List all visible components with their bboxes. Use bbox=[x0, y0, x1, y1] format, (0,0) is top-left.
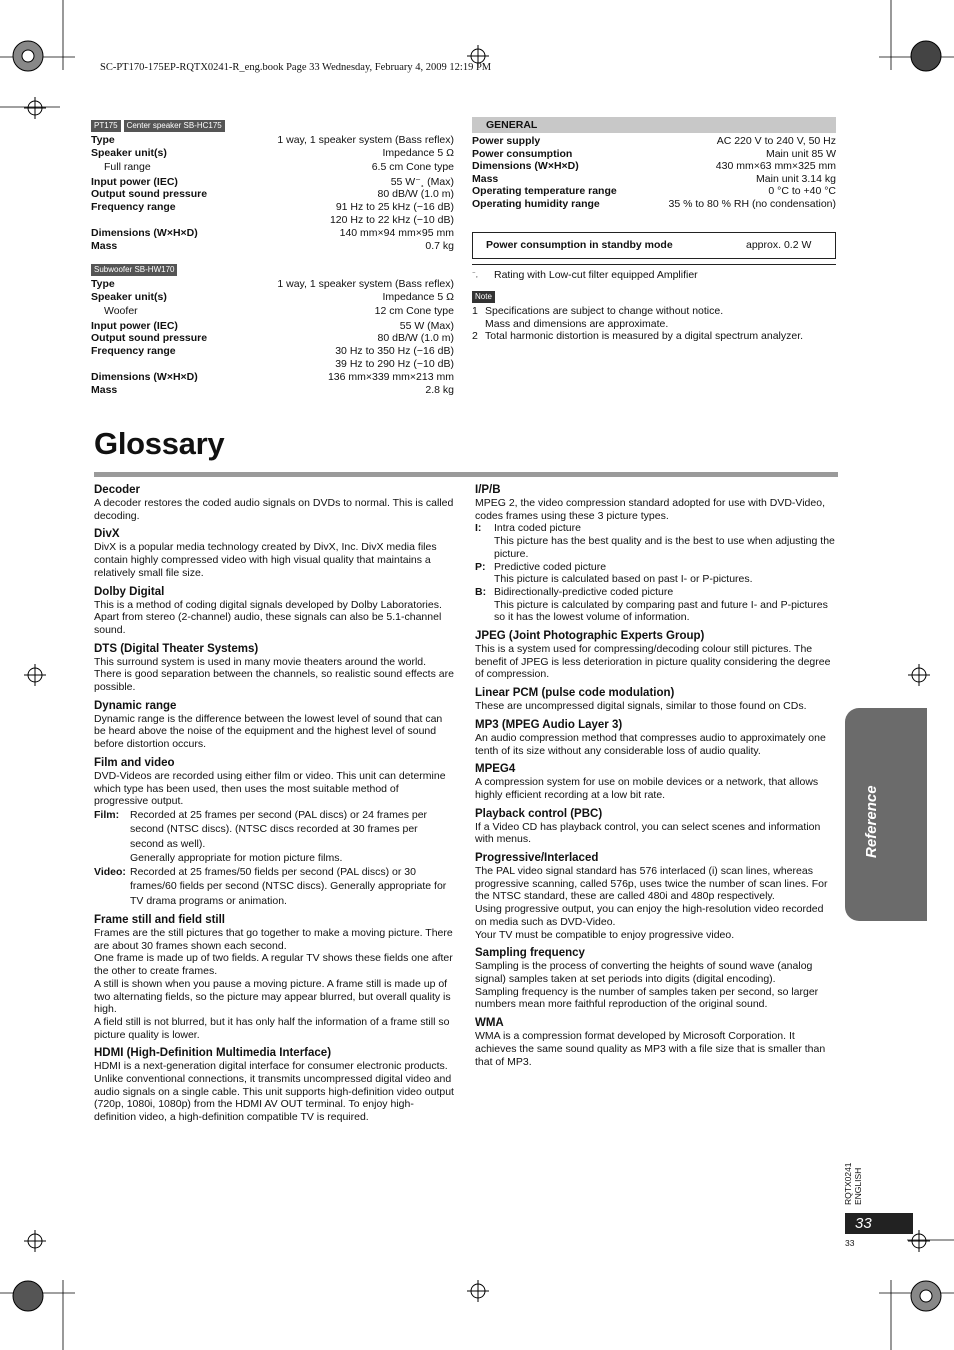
glossary-definition: A compression system for use on mobile devices or a network, that allows highly efficient recording at a low bit rate. bbox=[475, 776, 819, 801]
definition-item bbox=[94, 808, 454, 865]
spec-row bbox=[91, 371, 454, 384]
spec-value: 1 way, 1 speaker system (Bass reflex) bbox=[277, 278, 454, 290]
definition-key: Video: bbox=[94, 866, 126, 879]
note-item bbox=[472, 305, 836, 330]
crosshair-icon bbox=[24, 97, 46, 119]
spec-label: Dimensions (W×H×D) bbox=[91, 227, 198, 240]
spec-label: Input power (IEC) bbox=[91, 175, 178, 188]
footnote-mark: ⁻¸ bbox=[472, 270, 479, 278]
glossary-term: Playback control (PBC) bbox=[475, 807, 603, 820]
glossary-definition: A decoder restores the coded audio signals on DVDs to normal. This is called decoding. bbox=[94, 497, 454, 522]
spec-row bbox=[472, 135, 836, 148]
spec-label: Mass bbox=[91, 383, 118, 396]
model-tag: PT175 bbox=[91, 120, 121, 132]
language-label: ENGLISH bbox=[853, 1167, 863, 1205]
glossary-definition: The PAL video signal standard has 576 interlaced (i) scan lines, whereas progressive scanning, called 576p, uses twice the number of scan lines. For the NTSC standard, these are called 480i and 480p respectively. Using progressive output, you can enjoy the high-resolution video recorded on media such as DVD-Video. Your TV must be compatible to enjoy progressive video. bbox=[475, 865, 828, 941]
glossary-term: I/P/B bbox=[475, 484, 501, 496]
spec-label: Operating humidity range bbox=[472, 197, 600, 210]
general-heading: GENERAL bbox=[472, 117, 836, 133]
spec-row bbox=[91, 291, 454, 304]
glossary-term: Frame still and field still bbox=[94, 914, 226, 927]
definition-text: Recorded at 25 frames per second (PAL discs) or 24 frames per second (NTSC discs). (NTSC discs recorded at 30 frames per second as well). Generally appropriate for motion picture films. bbox=[130, 808, 428, 864]
definition-item bbox=[475, 522, 837, 560]
crosshair-icon bbox=[908, 664, 930, 686]
subwoofer-tags bbox=[91, 263, 454, 276]
spec-value: Main unit 85 W bbox=[765, 147, 836, 160]
spec-label: Dimensions (W×H×D) bbox=[472, 160, 579, 173]
footnote bbox=[472, 269, 836, 282]
glossary-definition: WMA is a compression format developed by Microsoft Corporation. It achieves the same sound quality as MP3 with a file size that is smaller than that of MP3. bbox=[475, 1030, 826, 1068]
section-tag: Subwoofer SB-HW170 bbox=[91, 264, 177, 276]
spec-row bbox=[91, 305, 454, 318]
spec-value: 39 Hz to 290 Hz (−10 dB) bbox=[335, 357, 454, 370]
spec-label: Input power (IEC) bbox=[91, 319, 178, 332]
note-number: 2 bbox=[472, 330, 478, 343]
spec-label: Type bbox=[91, 278, 115, 290]
spec-row bbox=[91, 240, 454, 253]
spec-label: Operating temperature range bbox=[472, 185, 617, 198]
note-section bbox=[472, 286, 836, 343]
glossary-term: Dolby Digital bbox=[94, 585, 165, 598]
registration-mark-icon bbox=[908, 1278, 944, 1314]
note-item bbox=[472, 330, 836, 343]
spec-row bbox=[91, 227, 454, 240]
spec-value: Main unit 3.14 kg bbox=[756, 172, 836, 185]
definition-key: P: bbox=[475, 560, 486, 573]
page-number: 33 bbox=[845, 1213, 913, 1234]
spec-row bbox=[91, 214, 454, 227]
definition-item bbox=[475, 561, 837, 586]
spec-value: 35 % to 80 % RH (no condensation) bbox=[668, 197, 836, 210]
crosshair-icon bbox=[24, 664, 46, 686]
spec-value: 1 way, 1 speaker system (Bass reflex) bbox=[277, 134, 454, 146]
book-header-line: SC-PT170-175EP-RQTX0241-R_eng.book Page 33 Wednesday, February 4, 2009 12:19 PM bbox=[100, 62, 492, 73]
definition-key: I: bbox=[475, 522, 482, 535]
center-speaker-rows bbox=[91, 134, 454, 252]
definition-text: Intra coded picture This picture has the best quality and is the best to use when adjusting the picture. bbox=[494, 522, 835, 560]
page-title: Glossary bbox=[94, 426, 225, 461]
general-rows bbox=[472, 135, 836, 211]
spec-value: 2.8 kg bbox=[425, 383, 454, 396]
glossary-term: JPEG (Joint Photographic Experts Group) bbox=[475, 630, 705, 643]
glossary-definition: This is a system used for compressing/decoding colour still pictures. The benefit of JPEG is less deterioration in picture quality considering the degree of compression. bbox=[475, 643, 831, 681]
spec-value: 140 mm×94 mm×95 mm bbox=[339, 227, 454, 240]
glossary-term: Linear PCM (pulse code modulation) bbox=[475, 687, 675, 700]
spec-row bbox=[472, 198, 836, 211]
glossary-term: Film and video bbox=[94, 756, 175, 769]
center-speaker-spec bbox=[91, 119, 454, 252]
spec-label: Type bbox=[91, 134, 115, 146]
definition-key: Film: bbox=[94, 808, 120, 821]
glossary-definition: HDMI is a next-generation digital interface for consumer electronic products. Unlike conventional connections, it transmits uncompressed digital video and audio signals on a single cable. This unit supports high-definition video output (720p, 1080i, 1080p) from the HDMI AV OUT terminal. To enjoy high-definition video, a high-definition compatible TV is required. bbox=[94, 1060, 454, 1124]
glossary-definition: DVD-Videos are recorded using either film or video. This unit can determine which type has been used, then uses the most suitable method of progressive output. bbox=[94, 769, 446, 808]
spec-value: AC 220 V to 240 V, 50 Hz bbox=[716, 135, 836, 147]
spec-value: Impedance 5 Ω bbox=[382, 290, 454, 303]
spec-label: Output sound pressure bbox=[91, 188, 208, 201]
glossary-term: DTS (Digital Theater Systems) bbox=[94, 642, 259, 655]
spec-value: 120 Hz to 22 kHz (−10 dB) bbox=[329, 213, 454, 226]
spec-value: 30 Hz to 350 Hz (−16 dB) bbox=[335, 344, 454, 357]
spec-row bbox=[91, 134, 454, 147]
spec-row bbox=[472, 185, 836, 198]
definition-item bbox=[94, 865, 454, 908]
glossary-left-column bbox=[94, 483, 454, 1124]
doc-code: RQTX0241 bbox=[843, 1162, 853, 1205]
glossary-definition: If a Video CD has playback control, you can select scenes and information with menus. bbox=[475, 820, 821, 846]
standby-label: Power consumption in standby mode bbox=[486, 239, 673, 252]
glossary-definition: An audio compression method that compresses audio to approximately one tenth of its size without any considerable loss of audio quality. bbox=[475, 731, 826, 757]
spec-value: 55 W (Max) bbox=[399, 319, 454, 332]
glossary-term: Progressive/Interlaced bbox=[475, 852, 599, 865]
glossary-right-column bbox=[475, 483, 837, 1068]
glossary-definition: Dynamic range is the difference between the lowest level of sound that can be heard above the noise of the equipment and the highest level of sound before distortion occurs. bbox=[94, 712, 443, 751]
spec-label: Speaker unit(s) bbox=[91, 290, 167, 303]
center-speaker-tags bbox=[91, 119, 454, 132]
spec-row bbox=[91, 345, 454, 358]
spec-row bbox=[91, 176, 454, 189]
glossary-definition: This is a method of coding digital signals developed by Dolby Laboratories. Apart from stereo (2-channel) audio, these signals can also be 5.1-channel sound. bbox=[94, 598, 442, 636]
section-tag: Center speaker SB-HC175 bbox=[124, 120, 225, 132]
spec-value: 91 Hz to 25 kHz (−16 dB) bbox=[335, 200, 454, 213]
spec-row bbox=[91, 147, 454, 160]
spec-row bbox=[472, 160, 836, 173]
title-rule bbox=[94, 472, 838, 477]
spec-label: Power consumption bbox=[472, 147, 573, 160]
reference-tab-label: Reference bbox=[863, 785, 880, 858]
spec-row bbox=[91, 201, 454, 214]
spec-value: Impedance 5 Ω bbox=[382, 146, 454, 159]
crosshair-icon bbox=[24, 1230, 46, 1252]
glossary-term: Decoder bbox=[94, 484, 141, 496]
note-text: Specifications are subject to change without notice. Mass and dimensions are approximate. bbox=[485, 305, 724, 330]
glossary-term: DivX bbox=[94, 528, 120, 541]
note-text: Total harmonic distortion is measured by a digital spectrum analyzer. bbox=[485, 330, 804, 343]
glossary-definition: This surround system is used in many movie theaters around the world. There is good separation between the channels, so realistic sound effects are possible. bbox=[94, 655, 454, 694]
subwoofer-spec bbox=[91, 263, 454, 396]
spec-value: 0.7 kg bbox=[425, 239, 454, 252]
divider bbox=[472, 264, 836, 265]
spec-row bbox=[472, 173, 836, 186]
spec-label: Woofer bbox=[104, 305, 138, 318]
general-spec bbox=[472, 117, 836, 343]
side-doc-code bbox=[843, 1162, 863, 1205]
glossary-term: HDMI (High-Definition Multimedia Interface) bbox=[94, 1047, 332, 1060]
glossary-definition: Frames are the still pictures that go together to make a moving picture. There are about 30 frames shown each second. One frame is made up of two fields. A regular TV shows these fields one after the other to create frames. A still is shown when you pause a moving picture. A frame still is made up of two alternating fields, so the picture may appear blurred, but overall quality is high. A field still is not blurred, but it has only half the information of a frame still so picture quality is lower. bbox=[94, 927, 453, 1041]
glossary-term: MPEG4 bbox=[475, 763, 516, 776]
spec-value: 12 cm Cone type bbox=[374, 305, 454, 318]
subwoofer-rows bbox=[91, 278, 454, 396]
registration-mark-icon bbox=[10, 1278, 46, 1314]
note-number: 1 bbox=[472, 305, 478, 318]
note-badge: Note bbox=[472, 291, 495, 303]
spec-label: Speaker unit(s) bbox=[91, 146, 167, 159]
glossary-term: MP3 (MPEG Audio Layer 3) bbox=[475, 718, 623, 731]
definition-item bbox=[475, 586, 837, 624]
spec-row bbox=[91, 278, 454, 291]
spec-value: 0 °C to +40 °C bbox=[768, 185, 836, 198]
spec-row bbox=[472, 148, 836, 161]
spec-label: Full range bbox=[104, 161, 151, 174]
spec-row bbox=[91, 320, 454, 333]
spec-label: Output sound pressure bbox=[91, 332, 208, 345]
spec-value: 136 mm×339 mm×213 mm bbox=[327, 371, 454, 384]
spec-label: Frequency range bbox=[91, 200, 176, 213]
definition-text: Bidirectionally-predictive coded picture This picture is calculated by comparing past and future I- and P-pictures so it has the lowest volume of information. bbox=[494, 585, 828, 624]
spec-row bbox=[91, 384, 454, 397]
spec-value: 80 dB/W (1.0 m) bbox=[377, 188, 454, 201]
page-number-small: 33 bbox=[845, 1238, 855, 1248]
spec-label: Frequency range bbox=[91, 344, 176, 357]
glossary-definition: These are uncompressed digital signals, similar to those found on CDs. bbox=[475, 700, 807, 713]
spec-label: Power supply bbox=[472, 135, 541, 147]
definition-text: Recorded at 25 frames/50 fields per second (PAL discs) or 30 frames/60 fields per second (NTSC discs). Generally appropriate for TV drama programs or animation. bbox=[130, 866, 447, 907]
spec-row bbox=[91, 358, 454, 371]
spec-value: 55 W⁻¸ (Max) bbox=[390, 175, 454, 188]
standby-box bbox=[472, 232, 836, 259]
spec-label: Dimensions (W×H×D) bbox=[91, 371, 198, 384]
registration-mark-icon bbox=[10, 38, 46, 74]
spec-value: 430 mm×63 mm×325 mm bbox=[715, 160, 836, 173]
crosshair-icon bbox=[467, 1280, 489, 1302]
spec-label: Mass bbox=[91, 239, 118, 252]
spec-row bbox=[91, 188, 454, 201]
registration-mark-icon bbox=[908, 38, 944, 74]
standby-value: approx. 0.2 W bbox=[746, 239, 812, 252]
reference-tab bbox=[845, 708, 927, 921]
spec-row bbox=[91, 161, 454, 174]
note-items bbox=[472, 305, 836, 343]
glossary-definition: MPEG 2, the video compression standard adopted for use with DVD-Video, codes frames using these 3 picture types. bbox=[475, 497, 825, 522]
spec-label: Mass bbox=[472, 172, 499, 185]
glossary-definition: Sampling is the process of converting the heights of sound wave (analog signal) samples taken at set periods into digits (digital encoding). Sampling frequency is the number of samples taken per second, so larger numbers mean more faithful reproduction of the original sound. bbox=[475, 960, 819, 1011]
glossary-term: WMA bbox=[475, 1017, 504, 1030]
definition-text: Predictive coded picture This picture is calculated based on past I- or P-pictures. bbox=[494, 560, 753, 586]
footnote-text: Rating with Low-cut filter equipped Amplifier bbox=[494, 268, 698, 281]
glossary-definition: DivX is a popular media technology created by DivX, Inc. DivX media files contain highly compressed video with high visual quality that maintains a relatively small file size. bbox=[94, 541, 437, 579]
definition-key: B: bbox=[475, 585, 487, 598]
spec-value: 80 dB/W (1.0 m) bbox=[377, 332, 454, 345]
spec-value: 6.5 cm Cone type bbox=[371, 161, 454, 174]
glossary-term: Sampling frequency bbox=[475, 947, 585, 960]
spec-row bbox=[91, 332, 454, 345]
glossary-term: Dynamic range bbox=[94, 699, 177, 712]
